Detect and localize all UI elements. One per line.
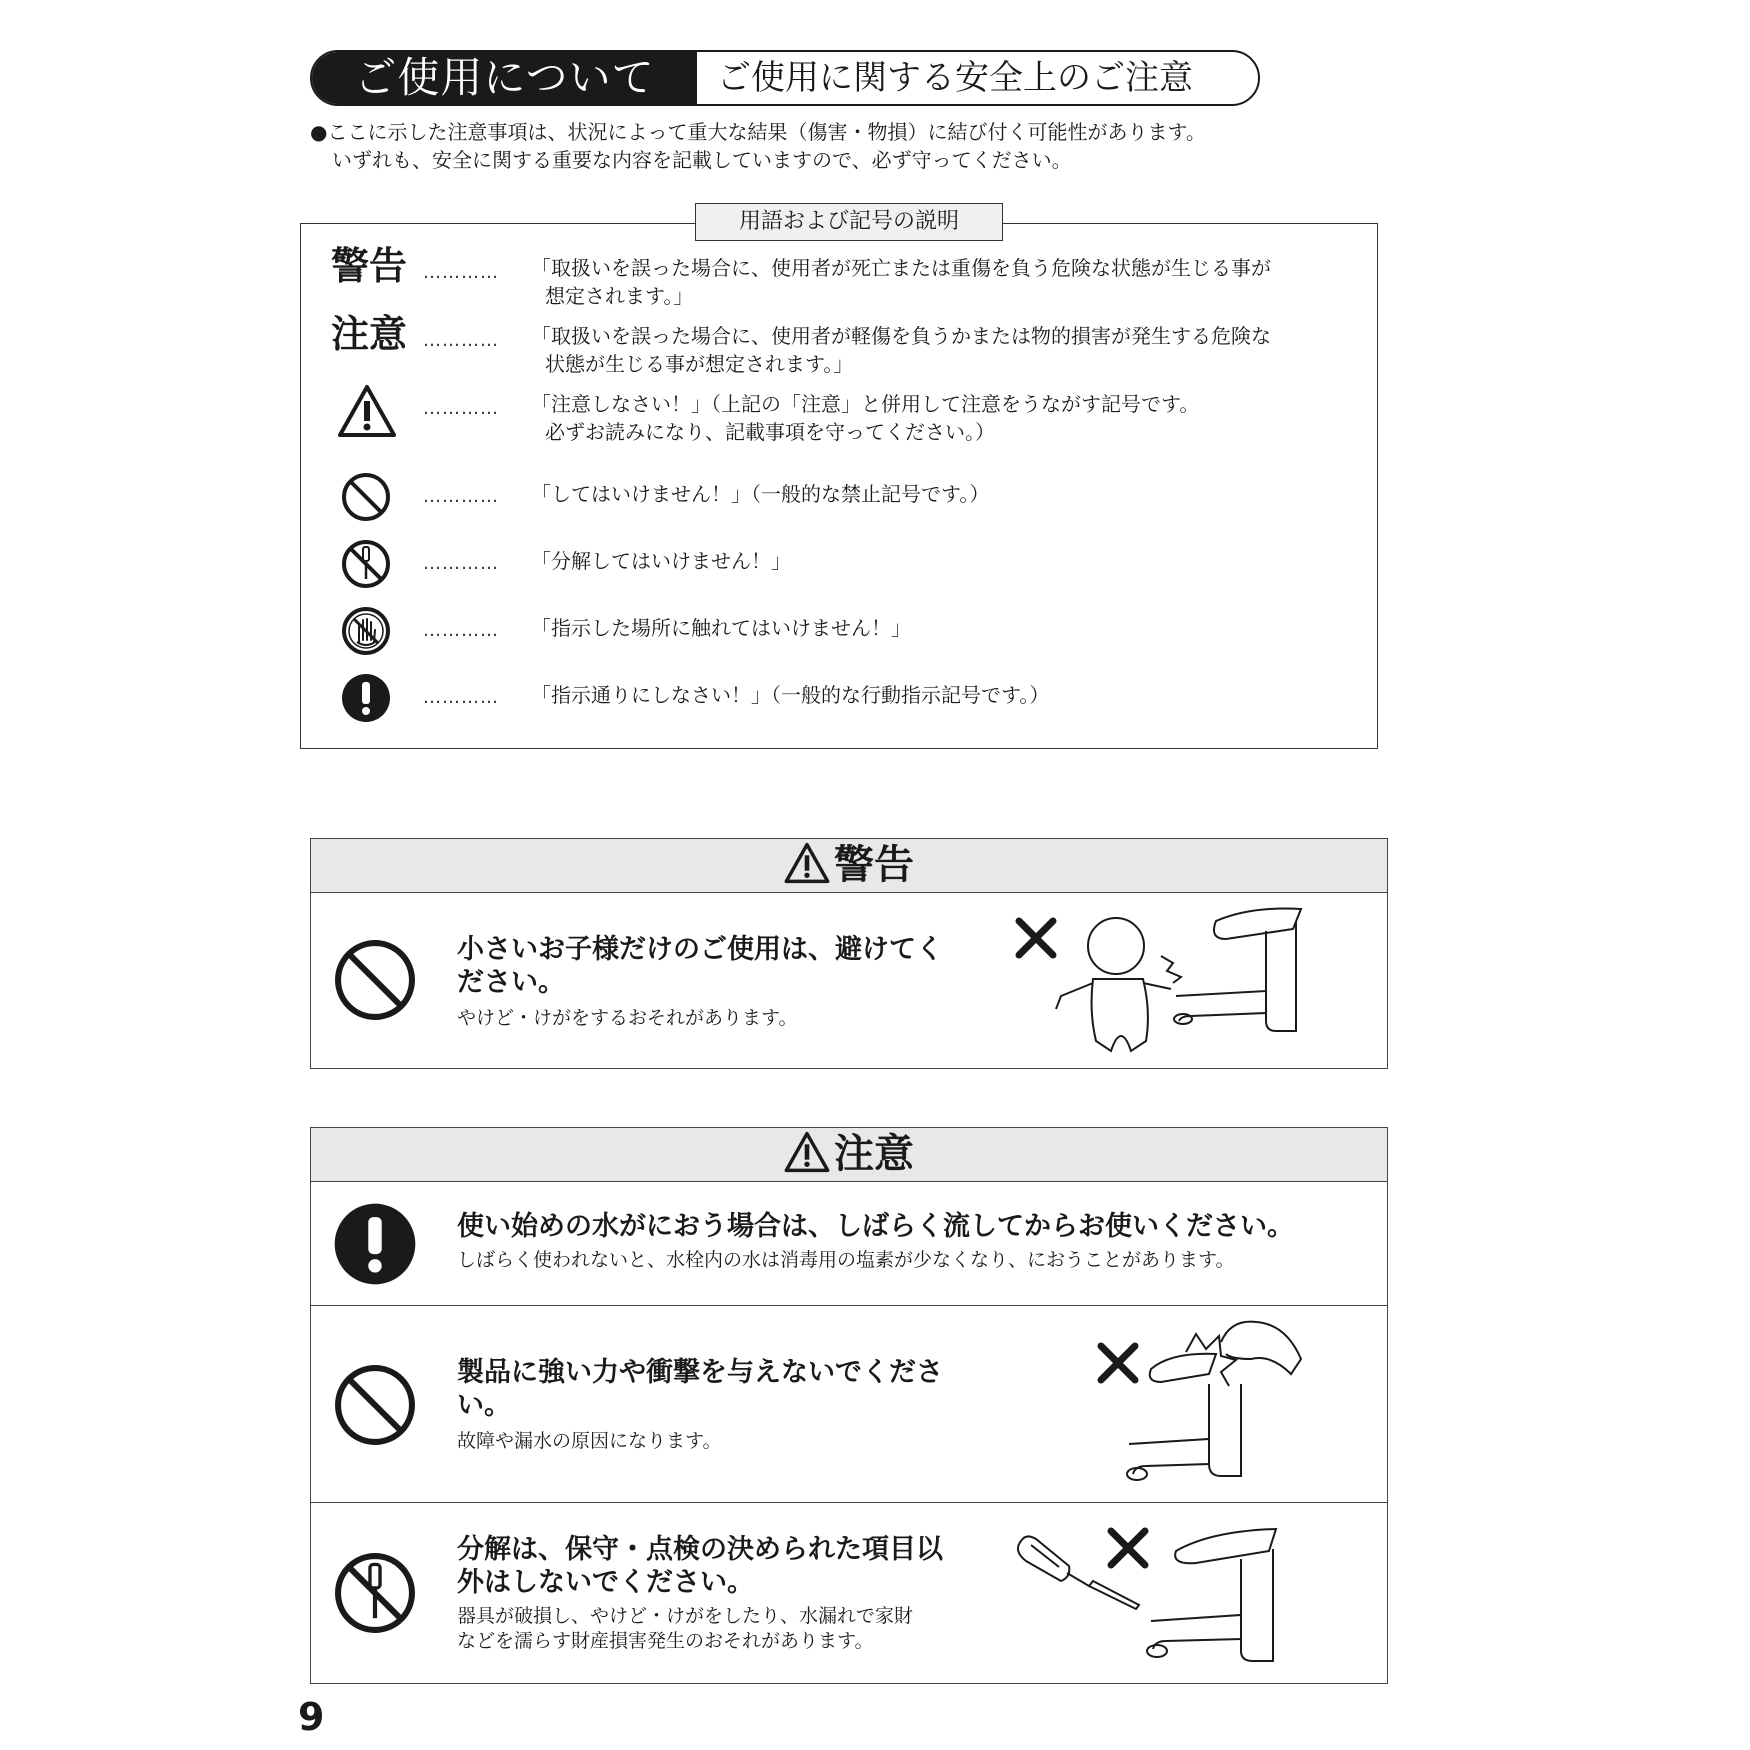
no-disassembly-icon — [341, 539, 391, 589]
no-touch-icon — [341, 606, 391, 656]
prohibition-icon — [333, 938, 417, 1022]
intro-line-1: ●ここに示した注意事項は、状況によって重大な結果（傷害・物損）に結び付く可能性があります。 — [310, 120, 1206, 144]
warning-triangle-icon — [337, 384, 397, 438]
warning-item — [311, 893, 1387, 1068]
impact-faucet-illustration — [1091, 1314, 1331, 1494]
term-desc-line: 「指示通りにしなさい！」（一般的な行動指示記号です。） — [531, 683, 1050, 707]
caution-item — [311, 1182, 1387, 1306]
leader-dots: ………… — [423, 262, 499, 283]
leader-dots: ………… — [423, 620, 499, 641]
caution-panel — [310, 1127, 1388, 1684]
warning-item-detail: やけど・けがをするおそれがあります。 — [457, 1007, 798, 1029]
term-desc-line: 「取扱いを誤った場合に、使用者が死亡または重傷を負う危険な状態が生じる事が — [531, 256, 1271, 280]
prohibition-icon — [333, 1363, 417, 1447]
term-desc-line: 「取扱いを誤った場合に、使用者が軽傷を負うかまたは物的損害が発生する危険な — [531, 324, 1271, 348]
mandatory-action-icon — [333, 1202, 417, 1286]
page-title: ご使用に関する安全上のご注意 — [717, 58, 1193, 98]
child-faucet-illustration — [1011, 901, 1341, 1066]
mandatory-action-icon — [341, 673, 391, 723]
warning-triangle-icon — [784, 1131, 830, 1173]
caution-item-heading: 製品に強い力や衝撃を与えないでくださ — [457, 1357, 943, 1388]
page-number: 9 — [298, 1695, 325, 1739]
caution-item-heading: 使い始めの水がにおう場合は、しばらく流してからお使いください。 — [457, 1211, 1294, 1242]
term-desc-line: 状態が生じる事が想定されます。」 — [545, 352, 854, 376]
no-disassembly-icon — [333, 1551, 417, 1635]
caution-item-detail: 器具が破損し、やけど・けがをしたり、水漏れで家財 — [457, 1605, 914, 1627]
warning-panel — [310, 838, 1388, 1069]
caution-item-heading: 分解は、保守・点検の決められた項目以 — [457, 1534, 943, 1565]
leader-dots: ………… — [423, 553, 499, 574]
term-desc-line: 「してはいけません！」（一般的な禁止記号です。） — [531, 482, 990, 506]
caution-item-detail: 故障や漏水の原因になります。 — [457, 1430, 722, 1452]
term-desc-line: 「指示した場所に触れてはいけません！」 — [531, 616, 911, 640]
term-desc-line: 必ずお読みになり、記載事項を守ってください。） — [545, 420, 995, 444]
section-header — [310, 50, 1260, 106]
caution-item-heading: い。 — [457, 1390, 511, 1421]
term-label-warning: 警告 — [331, 244, 408, 288]
section-label: ご使用について — [312, 52, 697, 104]
prohibition-icon — [341, 472, 391, 522]
leader-dots: ………… — [423, 398, 499, 419]
caution-item-heading: 外はしないでください。 — [457, 1567, 754, 1598]
warning-item-heading: 小さいお子様だけのご使用は、避けてく — [457, 934, 943, 965]
warning-item-heading: ださい。 — [457, 967, 565, 998]
term-desc-line: 想定されます。」 — [545, 284, 694, 308]
leader-dots: ………… — [423, 687, 499, 708]
caution-item — [311, 1306, 1387, 1503]
intro-line-2: いずれも、安全に関する重要な内容を記載していますので、必ず守ってください。 — [332, 148, 1072, 172]
leader-dots: ………… — [423, 330, 499, 351]
caution-item-detail: などを濡らす財産損害発生のおそれがあります。 — [457, 1630, 874, 1652]
terms-legend-box — [300, 223, 1378, 749]
caution-panel-header — [311, 1128, 1387, 1182]
caution-item-detail: しばらく使われないと、水栓内の水は消毒用の塩素が少なくなり、におうことがあります。 — [457, 1249, 1235, 1271]
terms-legend-title: 用語および記号の説明 — [695, 203, 1003, 241]
caution-item — [311, 1503, 1387, 1683]
leader-dots: ………… — [423, 486, 499, 507]
warning-panel-title: 警告 — [834, 842, 914, 888]
caution-panel-title: 注意 — [834, 1131, 914, 1177]
term-desc-line: 「注意しなさい！」（上記の「注意」と併用して注意をうながす記号です。 — [531, 392, 1200, 416]
warning-panel-header — [311, 839, 1387, 893]
warning-triangle-icon — [784, 842, 830, 884]
screwdriver-faucet-illustration — [1011, 1511, 1341, 1676]
term-label-caution: 注意 — [331, 312, 408, 356]
term-desc-line: 「分解してはいけません！」 — [531, 549, 791, 573]
